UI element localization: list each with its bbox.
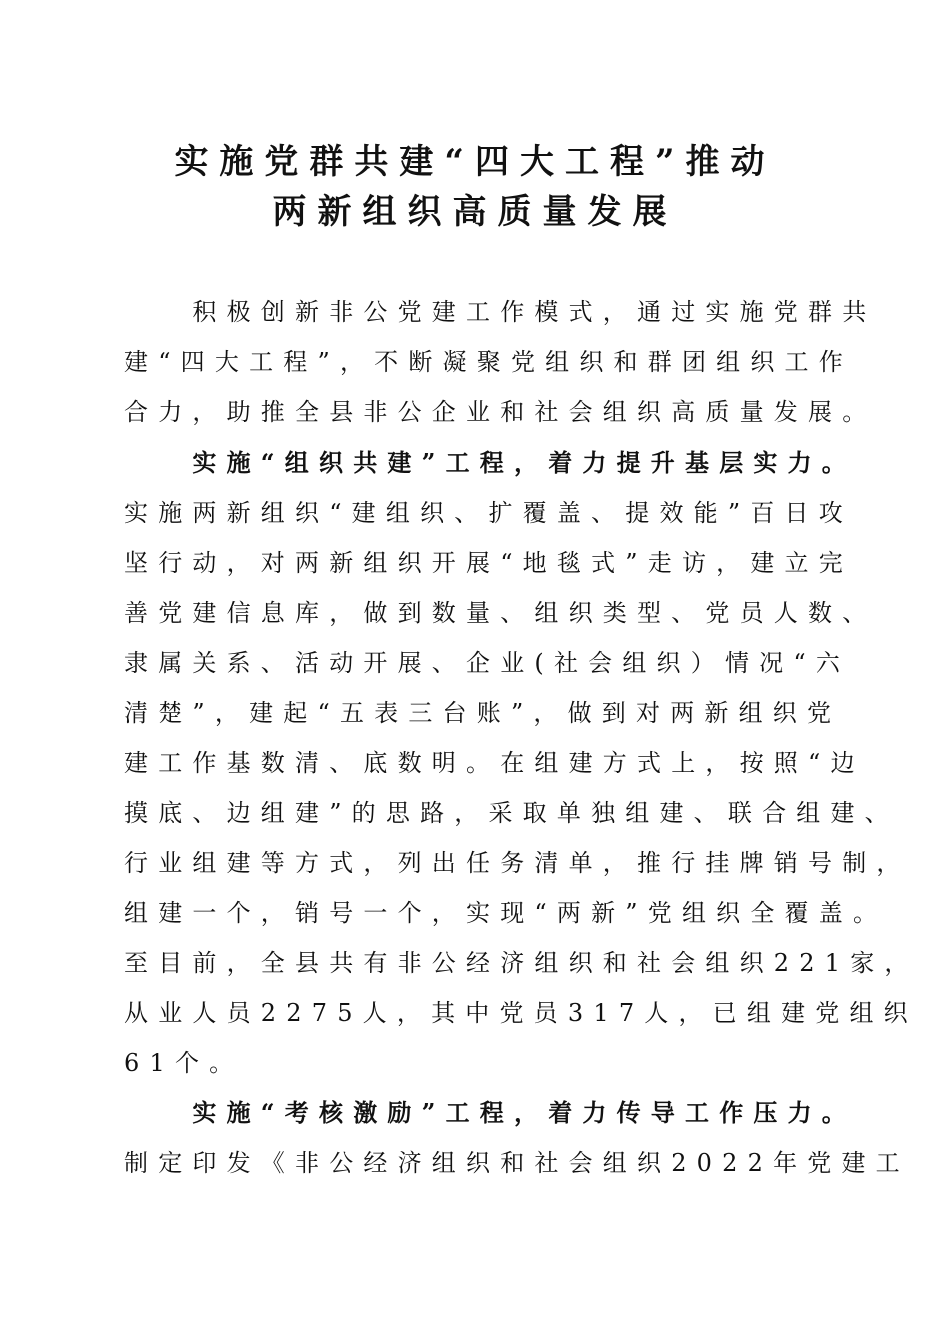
body-line: 合力，助推全县非公企业和社会组织高质量发展。 (124, 398, 877, 426)
body-line: 坚行动，对两新组织开展“地毯式”走访，建立完 (124, 549, 853, 577)
section-heading-organization: 实施“组织共建”工程，着力提升基层实力。 (124, 448, 857, 477)
body-line: 组建一个，销号一个，实现“两新”党组织全覆盖。 (124, 899, 888, 927)
document-title-line-2: 两新组织高质量发展 (272, 192, 678, 232)
body-line: 建工作基数清、底数明。在组建方式上，按照“边 (124, 749, 865, 777)
body-line: 行业组建等方式，列出任务清单，推行挂牌销号制， (124, 849, 911, 877)
document-title-line-1: 实施党群共建“四大工程”推动 (174, 142, 776, 182)
body-line: 摸底、边组建”的思路，采取单独组建、联合组建、 (124, 799, 899, 827)
body-line: 制定印发《非公经济组织和社会组织2022年党建工 (124, 1149, 910, 1177)
body-line: 实施两新组织“建组织、扩覆盖、提效能”百日攻 (124, 499, 853, 527)
body-line: 建“四大工程”，不断凝聚党组织和群团组织工作 (124, 348, 853, 376)
body-line: 善党建信息库，做到数量、组织类型、党员人数、 (124, 599, 877, 627)
section-heading-assessment: 实施“考核激励”工程，着力传导工作压力。 (124, 1098, 857, 1127)
body-line: 从业人员2275人，其中党员317人，已组建党组织 (124, 999, 918, 1027)
body-line: 积极创新非公党建工作模式，通过实施党群共 (124, 298, 877, 326)
body-line: 至目前，全县共有非公经济组织和社会组织221家， (124, 949, 919, 977)
body-line: 清楚”，建起“五表三台账”，做到对两新组织党 (124, 699, 842, 727)
body-line: 隶属关系、活动开展、企业(社会组织）情况“六 (124, 649, 851, 677)
body-line: 61个。 (124, 1049, 244, 1077)
